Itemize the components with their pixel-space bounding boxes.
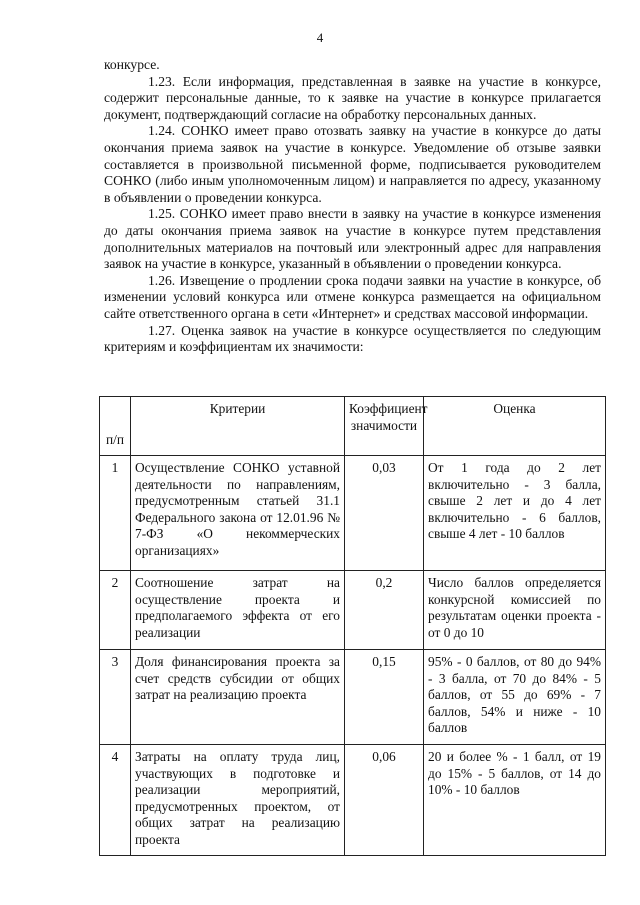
- criteria-table: [99, 396, 606, 856]
- paragraph-1-26: 1.26. Извещение о продлении срока подачи заявки на участие в конкурсе, об изменении условий конкурса или отмене конкурса размещается на официальном сайте ответственного органа в сети «Интернет» и средствах массовой информации.: [104, 272, 601, 321]
- paragraph-1-25: 1.25. СОНКО имеет право внести в заявку на участие в конкурсе изменения до даты окончания приема заявок на участие в конкурсе путем представления дополнительных материалов на почтовый или электронный адрес для направления заявок на участие в конкурсе, указанный в объявлении о проведении конкурса.: [104, 206, 601, 272]
- row-coefficient: 0,2: [345, 571, 424, 650]
- table-header-row: [100, 397, 606, 456]
- paragraph-1-24: 1.24. СОНКО имеет право отозвать заявку на участие в конкурсе до даты окончания приема заявок на участие в конкурсе. Уведомление об отзыве заявки составляется в произвольной письменной форме, подписывается руководителем СОНКО (либо иным уполномоченным лицом) и направляется по адресу, указанному в объявлении о проведении конкурса.: [104, 123, 601, 205]
- row-criteria: Доля финансирования проекта за счет средств субсидии от общих затрат на реализацию проекта: [131, 650, 345, 745]
- table-row: [100, 745, 606, 856]
- document-body: [104, 57, 601, 356]
- table-row: [100, 571, 606, 650]
- row-number: 3: [100, 650, 131, 745]
- row-score: От 1 года до 2 лет включительно - 3 балла, свыше 2 лет и до 4 лет включительно - 6 баллов, свыше 4 лет - 10 баллов: [424, 456, 606, 571]
- row-coefficient: 0,03: [345, 456, 424, 571]
- page-number: 4: [316, 30, 324, 45]
- row-number: 4: [100, 745, 131, 856]
- header-criteria: Критерии: [131, 397, 345, 456]
- row-score: 95% - 0 баллов, от 80 до 94% - 3 балла, от 70 до 84% - 5 баллов, от 55 до 69% - 7 баллов, 54% и ниже - 10 баллов: [424, 650, 606, 745]
- row-coefficient: 0,15: [345, 650, 424, 745]
- header-score: Оценка: [424, 397, 606, 456]
- paragraph-1-23: 1.23. Если информация, представленная в заявке на участие в конкурсе, содержит персональные данные, то к заявке на участие в конкурсе прилагается документ, подтверждающий согласие на обработку персональных данных.: [104, 73, 601, 122]
- row-criteria: Затраты на оплату труда лиц, участвующих в подготовке и реализации мероприятий, предусмотренных проектом, от общих затрат на реализацию проекта: [131, 745, 345, 856]
- table-row: [100, 650, 606, 745]
- paragraph-1-27: 1.27. Оценка заявок на участие в конкурсе осуществляется по следующим критериям и коэффициентам их значимости:: [104, 322, 601, 355]
- row-number: 2: [100, 571, 131, 650]
- row-coefficient: 0,06: [345, 745, 424, 856]
- row-number: 1: [100, 456, 131, 571]
- paragraph-continuation: конкурсе.: [104, 57, 160, 72]
- header-coefficient: Коэффициент значимости: [345, 397, 424, 456]
- row-score: Число баллов определяется конкурсной комиссией по результатам оценки проекта - от 0 до 10: [424, 571, 606, 650]
- header-number: п/п: [100, 397, 131, 456]
- row-criteria: Осуществление СОНКО уставной деятельности по направлениям, предусмотренным статьей 31.1 Федерального закона от 12.01.96 № 7-ФЗ «О некоммерческих организациях»: [131, 456, 345, 571]
- row-score: 20 и более % - 1 балл, от 19 до 15% - 5 баллов, от 14 до 10% - 10 баллов: [424, 745, 606, 856]
- row-criteria: Соотношение затрат на осуществление проекта и предполагаемого эффекта от его реализации: [131, 571, 345, 650]
- table-row: [100, 456, 606, 571]
